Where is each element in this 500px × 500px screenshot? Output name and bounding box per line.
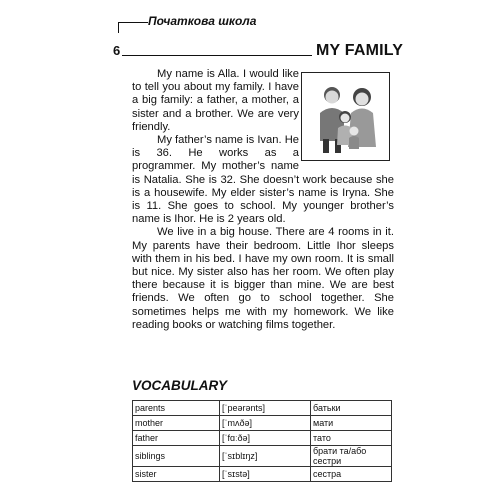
page-title: MY FAMILY <box>316 42 404 59</box>
vocab-transcription: [ˈpeərənts] <box>220 401 311 416</box>
paragraph-members: My father’s name is Ivan. He is 36. He works as a programmer. My mother’s name is Natalia. She is 32. She doesn’t work because she is a housewife. My elder sister’s name is Iryna. She is 11. She goes to school. My younger brother’s name is Ihor. He is 2 years old. <box>132 134 394 226</box>
header-rule-corner <box>118 22 123 33</box>
vocab-transcription: [ˈsɪstə] <box>220 467 311 482</box>
vocab-transcription: [ˈmʌðə] <box>220 416 311 431</box>
table-row <box>133 467 392 482</box>
table-row <box>133 431 392 446</box>
table-row <box>133 401 392 416</box>
vocab-word: sister <box>133 467 220 482</box>
vocab-translation: брати та/або сестри <box>311 446 392 467</box>
paragraph-intro <box>132 68 394 134</box>
vocab-word: father <box>133 431 220 446</box>
header-rule <box>123 22 148 23</box>
vocab-translation: сестра <box>311 467 392 482</box>
paragraph-house: We live in a big house. There are 4 rooms in it. My parents have their bedroom. Little Ihor sleeps with them in his bed. I have my own room. It is small but nice. My sister also has her room. We often play there because it is bigger than mine. We are best friends. We often go to school together. She sometimes helps me with my homework. We like reading books or watching films together. <box>132 226 394 331</box>
illustration-space <box>299 68 394 164</box>
vocab-translation: батьки <box>311 401 392 416</box>
vocab-translation: мати <box>311 416 392 431</box>
story-text <box>132 68 394 332</box>
paragraph-intro-text: My name is Alla. I would like to tell you about my family. I have a big family: a father, a mother, a sister and a brother. We are very friendly. <box>132 68 299 133</box>
title-rule <box>122 55 312 56</box>
vocab-transcription: [ˈsɪblɪŋz] <box>220 446 311 467</box>
table-row <box>133 446 392 467</box>
section-header: Початкова школа <box>148 14 257 28</box>
vocab-transcription: [ˈfɑːðə] <box>220 431 311 446</box>
page-number: 6 <box>113 43 121 58</box>
vocab-word: siblings <box>133 446 220 467</box>
table-row <box>133 416 392 431</box>
vocab-word: parents <box>133 401 220 416</box>
vocab-word: mother <box>133 416 220 431</box>
vocab-translation: тато <box>311 431 392 446</box>
vocabulary-title: VOCABULARY <box>132 378 228 393</box>
vocabulary-table <box>132 400 392 482</box>
